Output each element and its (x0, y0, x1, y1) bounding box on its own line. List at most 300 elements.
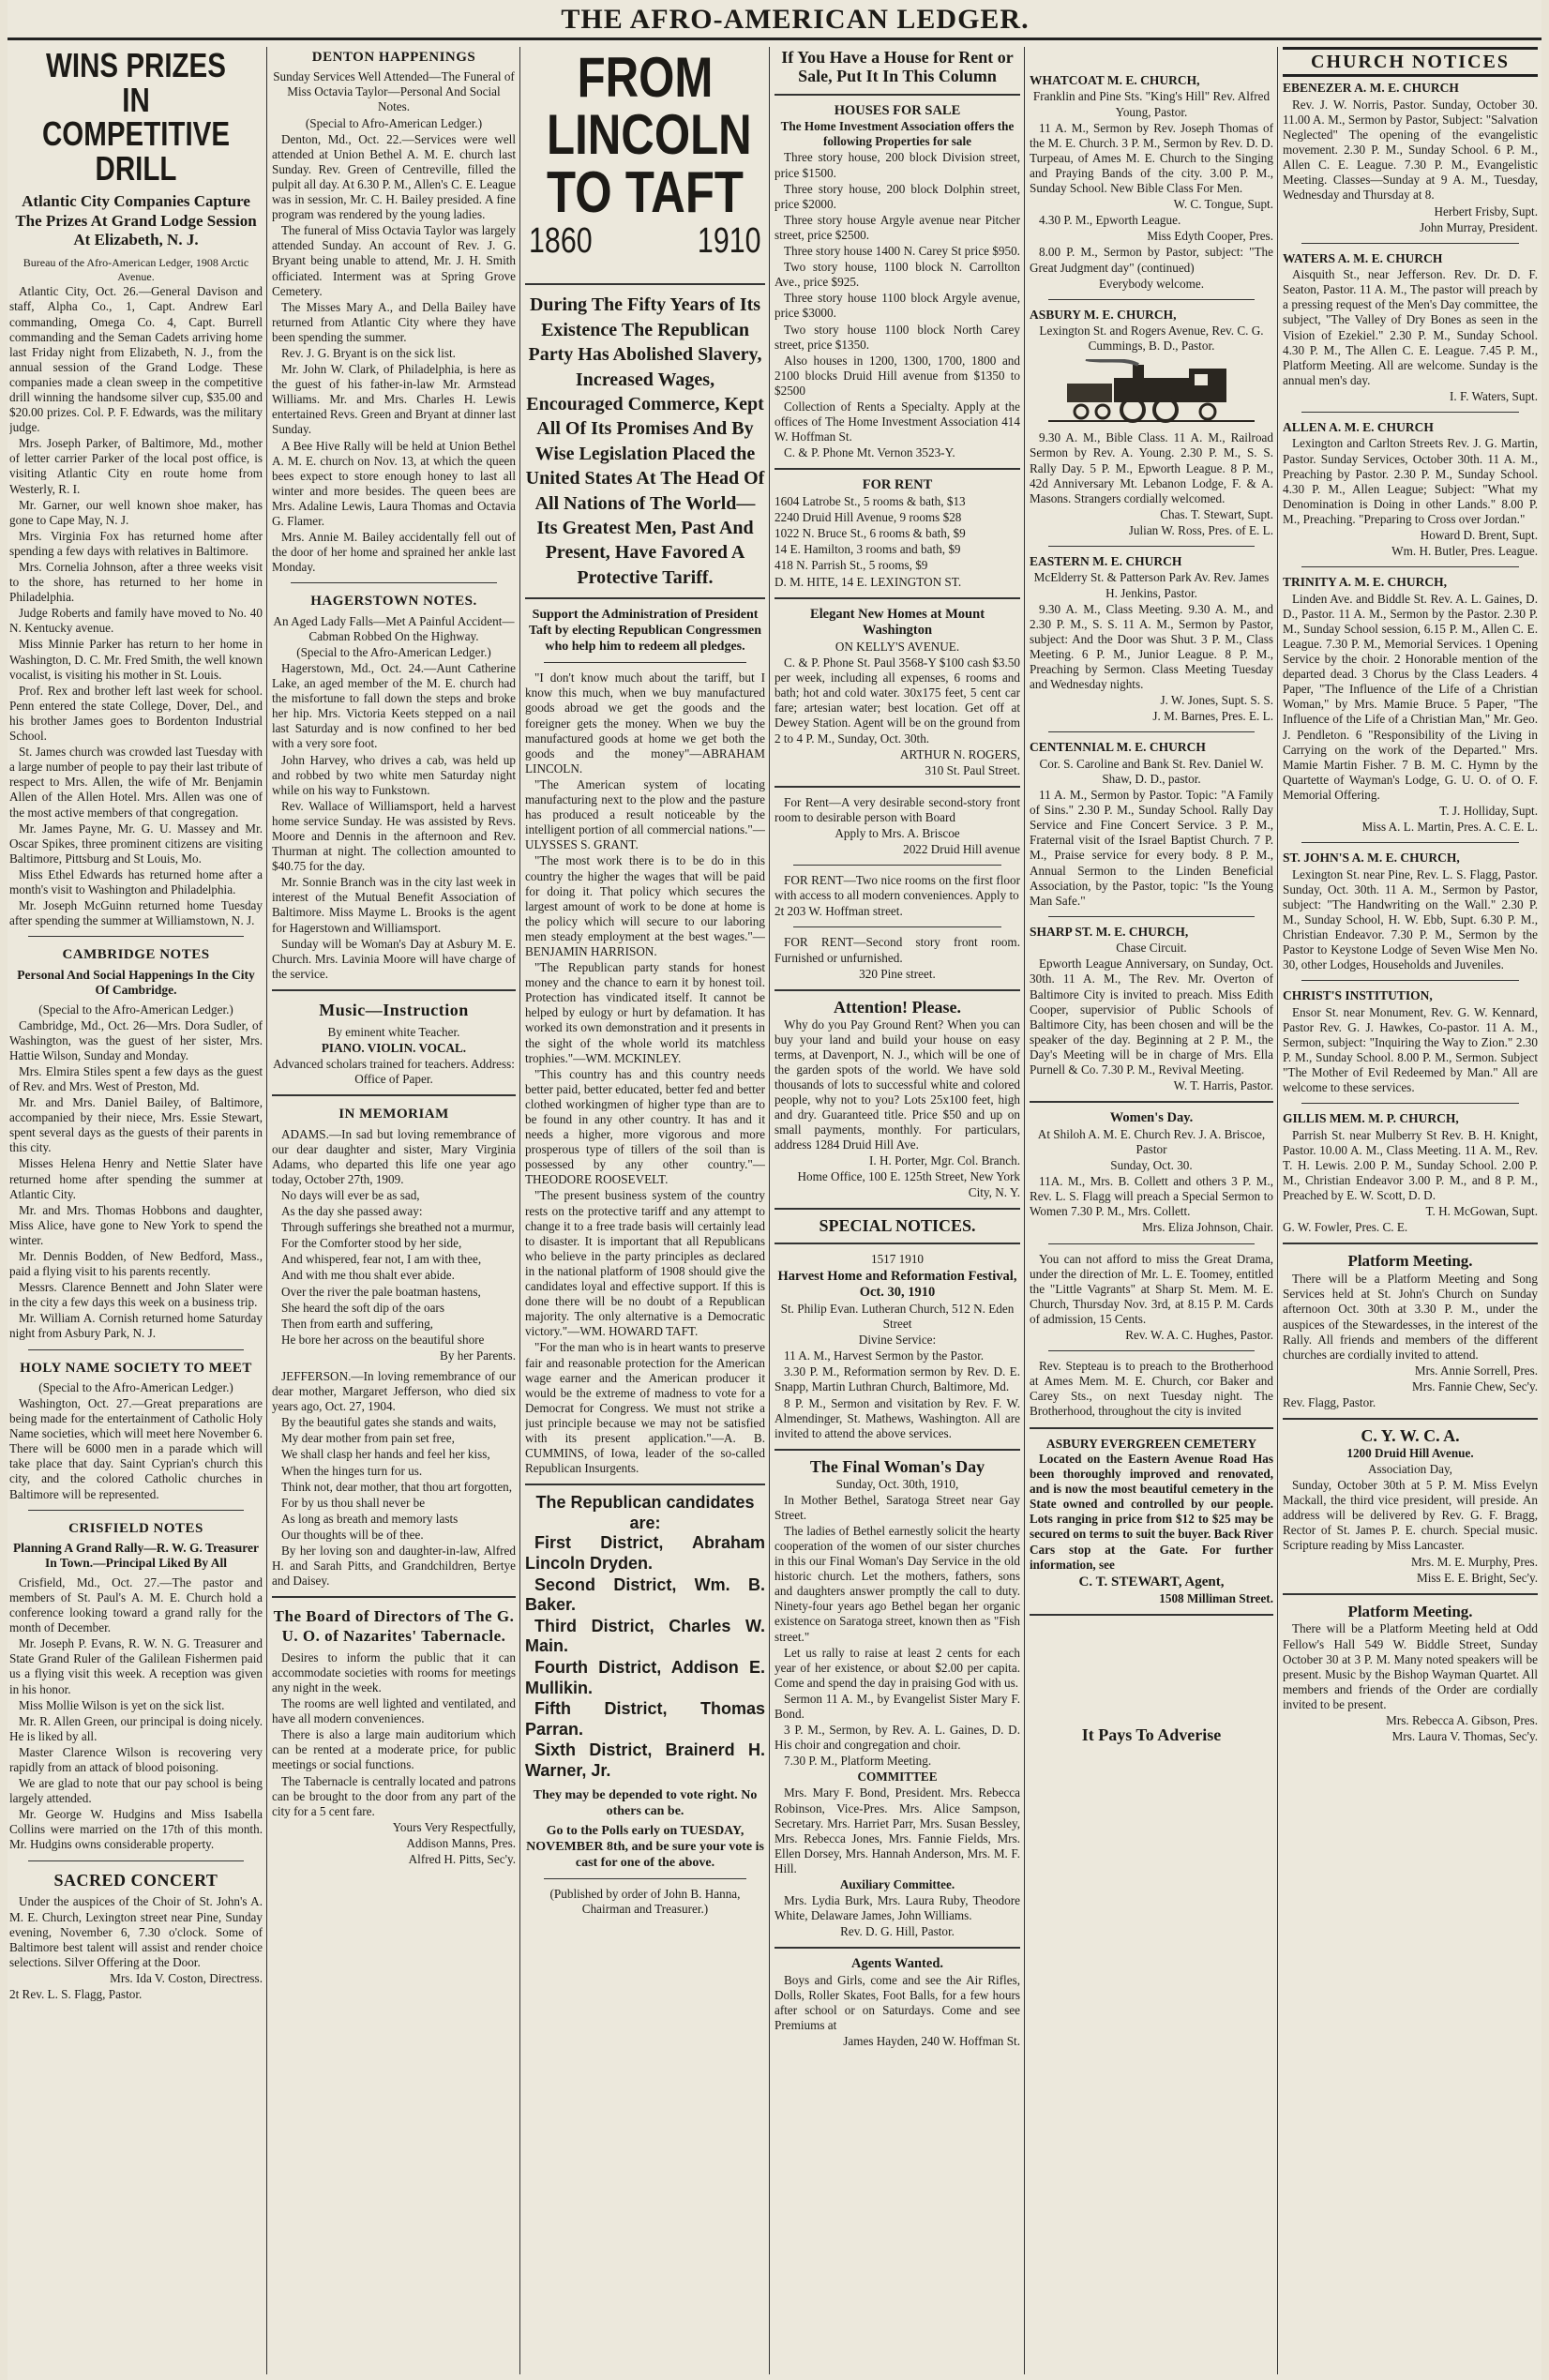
divider (1283, 1243, 1538, 1244)
memoriam-poem-line: And with me thou shalt ever abide. (281, 1268, 455, 1283)
church-notices-header: CHURCH NOTICES (1283, 47, 1538, 77)
divider (1301, 980, 1519, 981)
christs-body: Ensor St. near Monument, Rev. G. W. Kennard, Pastor Rev. G. J. Hawkes, Co-pastor. 11 A. M., Sermon, subject: "Inquiring the Way to Zion." 2.30 P. M., Sunday School. 8.00 P. M., Sermon. Subject "The Mother of Evil Redeemed by Man." All are welcome to these services. (1283, 1004, 1538, 1095)
attention-sign: Home Office, 100 E. 125th Street, New York City, N. Y. (797, 1169, 1020, 1199)
asbury-body: 9.30 A. M., Bible Class. 11 A. M., Railroad Sermon by Rev. A. Young. 2.30 P. M., S. S. Rally Day. 5 P. M., Epworth League. 8 P. M., 42d Anniversary Mt. Lebanon Lodge, F. & A. Masons. Strangers cordially welcomed. (1030, 430, 1273, 505)
divider (28, 936, 244, 937)
drill-body-line: Prof. Rex and brother left last week for school. Penn entered the state College, Dover, Del., and his brother James goes to Bordenton Industrial School. (9, 683, 263, 744)
sharp-name: SHARP ST. M. E. CHURCH, (1030, 924, 1189, 939)
sale-body-line: Two story house, 1100 block N. Carrollton Ave., price $925. (774, 260, 1020, 290)
memoriam-poem-line: No days will ever be as sad, (281, 1187, 420, 1202)
trinity-sign: T. J. Holliday, Supt. (1439, 804, 1538, 819)
jefferson-poem-line: When the hinges turn for us. (281, 1463, 423, 1478)
divider (1301, 243, 1519, 244)
divider (1048, 1350, 1255, 1351)
divider (774, 468, 1020, 470)
harvest-body-line: 11 A. M., Harvest Sermon by the Pastor. (784, 1348, 985, 1363)
memoriam-sign: By her Parents. (440, 1348, 516, 1363)
quotes-line: "I don't know much about the tariff, but I know this much, when we buy manufactured goods abroad we get the goods and the foreigner gets the money. When we buy the manufactured goods at home we get both the goods and the money"—ABRAHAM LINCOLN. (525, 670, 765, 776)
whatcoat-name: WHATCOAT M. E. CHURCH, (1030, 73, 1200, 87)
whatcoat-sign: W. C. Tongue, Supt. (1173, 197, 1273, 212)
memoriam-poem-line: Then from earth and suffering, (281, 1316, 433, 1331)
hagerstown-body-line: Mr. Sonnie Branch was in the city last week in interest of the Mutual Benefit Association of Baltimore. Miss Mayme L. Brooks is the agent for Hagerstown and Williamsport. (272, 875, 516, 935)
asbury-sign: Chas. T. Stewart, Supt. (1160, 506, 1273, 521)
holyname-body: Washington, Oct. 27.—Great preparations are being made for the entertainment of Catholic Holy Name societies, which will meet here November 6. There will be 6000 men in a parade which will take place that day. Saint Cyprian's church this city, and the colored Catholic churches in Baltimore will be represented. (9, 1395, 263, 1501)
divider (774, 786, 1020, 788)
allen-sign: Wm. H. Butler, Pres. League. (1391, 544, 1538, 559)
final-body-line: The ladies of Bethel earnestly solicit the hearty cooperation of the women of our sister churches in this our Final Woman's Day Service in the old historic church. Let the mothers, fathers, sons and daughters answer promptly the call to duty. Ninety-four years ago Bethel began her organic existence on Saratoga street, known then as "Fish street." (774, 1523, 1020, 1644)
divider (1048, 916, 1255, 917)
ebenezer-body: Rev. J. W. Norris, Pastor. Sunday, October 30. 11.00 A. M., Sermon by Pastor, Subject: "Salvation Neglected" The opening of the evangelistic movement. 2.30 P. M., Sunday School. 6 P. M., Allen C. E. League. 7.30 P. M., Evangelistic Meeting. Classes—Sunday at 9 A. M., Tuesday, Wednesday and Thursday at 8. (1283, 97, 1538, 203)
divider (525, 597, 765, 599)
rent-lines-line: 1022 N. Bruce St., 6 rooms & bath, $9 (774, 526, 966, 541)
ebenezer-sign: Herbert Frisby, Supt. (1434, 203, 1538, 218)
platform-sign: Rev. Flagg, Pastor. (1283, 1394, 1376, 1409)
divider (1283, 1593, 1538, 1595)
divider (774, 1449, 1020, 1451)
jefferson-poem-line: For by us thou shall never be (281, 1495, 426, 1510)
stjohns-body: Lexington St. near Pine, Rev. L. S. Flagg, Pastor. Sunday, Oct. 30th. 11 A. M., Sermon by Pastor, subject: "The Handwriting on the Wall." 2.30 P. M., Sunday School, H. W. Ebb, Supt. 6.30 P. M., Christian Endeavor. 7.30 P. M., Sermon by the Pastor to Keystone Lodge of Seven Wise Men No. 30, other Lodges, Households and Juveniles. (1283, 866, 1538, 972)
sale-body-line: Three story house Argyle avenue near Pitcher street, price $2500. (774, 212, 1020, 242)
divider (272, 1596, 516, 1598)
crisfield-body-line: Mr. Joseph P. Evans, R. W. N. G. Treasurer and State Grand Ruler of the Galilean Fishermen paid us a flying visit this week. A reception was given in his honor. (9, 1636, 263, 1696)
jefferson-poem (272, 1415, 516, 1543)
sale-body-line: Three story house 1100 block Argyle avenue, price $3000. (774, 291, 1020, 321)
drill-body-line: Miss Minnie Parker has return to her home in Washington, D. C. Mr. Fred Smith, the well known vocalist, is visiting his mother in St. Louis. (9, 637, 263, 682)
divider (1030, 1427, 1273, 1429)
hagerstown-title: HAGERSTOWN NOTES. (310, 594, 477, 610)
trinity-sign: Miss A. L. Martin, Pres. A. C. E. L. (1361, 820, 1538, 835)
denton-body-line: Denton, Md., Oct. 22.—Services were well attended at Union Bethel A. M. E. church last Sunday. Rev. Green of Centreville, filled the pulpit all day. At 6.30 P. M., Allen's C. E. League was in session, Mr. C. H. Bailey presided. A fine program was rendered by the young ladies. (272, 131, 516, 222)
cambridge-subhead: Personal And Social Happenings In the City Of Cambridge. (17, 967, 255, 998)
rent-lines-line: 14 E. Hamilton, 3 rooms and bath, $9 (774, 542, 961, 557)
whatcoat-eve: 8.00 P. M., Sermon by Pastor, subject: "The Great Judgment day" (continued) (1030, 245, 1273, 275)
elegant-sign: ARTHUR N. ROGERS, (899, 746, 1020, 761)
eastern-addr: McElderry St. & Patterson Park Av. Rev. James H. Jenkins, Pastor. (1033, 570, 1270, 600)
cambridge-body-line: Mr. Dennis Bodden, of New Bedford, Mass., paid a flying visit to his parents recently. (9, 1249, 263, 1279)
cambridge-body-line: Mr. William A. Cornish returned home Saturday night from Asbury Park, N. J. (9, 1311, 263, 1341)
ebenezer-sign: John Murray, President. (1420, 219, 1538, 234)
jefferson-poem-line: My dear mother from pain set free, (281, 1431, 455, 1446)
train-icon (1048, 359, 1255, 425)
concert-sign: 2t Rev. L. S. Flagg, Pastor. (9, 1987, 143, 2002)
denton-body-line: Rev. J. G. Bryant is on the sick list. (281, 345, 456, 360)
divider (525, 283, 765, 285)
platform2-body: There will be a Platform Meeting held at Odd Fellow's Hall 549 W. Biddle Street, Sunday October 30 at 3 P. M. Many noted speakers will be present. Music by the Bishop Wayman Quartet. All members and friends of the Order are cordially invited to be present. (1283, 1621, 1538, 1711)
hagerstown-body (272, 661, 516, 982)
final-body-line: Sermon 11 A. M., by Evangelist Sister Mary F. Bond. (774, 1691, 1020, 1721)
divider (774, 1208, 1020, 1210)
divider (28, 1510, 244, 1511)
memoriam-poem (272, 1188, 516, 1348)
platform-sign: Mrs. Fannie Chew, Sec'y. (1412, 1378, 1538, 1393)
drill-body-line: St. James church was crowded last Tuesday with a large number of people to pay their last tribute of respect to Mrs. Allen, the wife of Mr. Benjamin Allen of the Allen Hotel. Mrs. Allen was one of the most active members of that congregation. (9, 745, 263, 820)
memoriam-poem-line: As the day she passed away: (281, 1204, 423, 1219)
rent2-apply: Apply to Mrs. A. Briscoe (835, 826, 960, 840)
rent-title: FOR RENT (862, 477, 933, 493)
denton-body-line: Mrs. Annie M. Bailey accidentally fell out of the door of her home and sprained her ankle last Monday. (272, 530, 516, 575)
divider (28, 1860, 244, 1861)
cambridge-title: CAMBRIDGE NOTES (62, 947, 210, 963)
divider (774, 1243, 1020, 1244)
sale-body-line: Three story house 1400 N. Carey St price $950. (784, 244, 1020, 259)
candidates-list-line: Sixth District, Brainerd H. Warner, Jr. (525, 1740, 765, 1780)
committee-title: COMMITTEE (857, 1770, 938, 1785)
quotes-line: "For the man who is in heart wants to preserve fair and reasonable protection for the American wage earner and the American producer it would be the extreme of madness to vote for a Democrat for Congress. We must not strike a just principle because we may not be satisfied with its present application."—A. B. CUMMINS, of Iowa, leader of the so-called Republican Insurgents. (525, 1340, 765, 1476)
asbury-name: ASBURY M. E. CHURCH, (1030, 307, 1177, 322)
drill-body-line: Miss Ethel Edwards has returned home after a month's visit to Washington and Philadelphia. (9, 866, 263, 896)
attention-title: Attention! Please. (834, 997, 961, 1017)
hagerstown-subhead: An Aged Lady Falls—Met A Painful Accident—Cabman Robbed On the Highway. (273, 613, 515, 643)
womens-where: At Shiloh A. M. E. Church Rev. J. A. Briscoe, Pastor (1037, 1126, 1266, 1156)
jefferson-sign: By her loving son and daughter-in-law, Alfred H. and Sarah Pitts, and Grandchildren, Bertye and Daisey. (272, 1544, 516, 1589)
divider (774, 1947, 1020, 1949)
drill-body-line: Mr. James Payne, Mr. G. U. Massey and Mr. Oscar Spikes, three prominent citizens are visiting Baltimore, Pittsburg and St Louis, Mo. (9, 821, 263, 866)
divider (1048, 299, 1255, 300)
waters-sign: I. F. Waters, Supt. (1450, 388, 1538, 403)
column-rule (769, 47, 770, 2374)
ywca-sign: Miss E. E. Bright, Sec'y. (1417, 1570, 1538, 1585)
drill-body-line: Judge Roberts and family have moved to No. 40 N. Kentucky avenue. (9, 606, 263, 636)
special-notices-title: SPECIAL NOTICES. (819, 1215, 976, 1235)
hagerstown-body-line: Sunday will be Woman's Day at Asbury M. E. Church. Mrs. Lavinia Moore will have charge of the service. (272, 936, 516, 981)
cambridge-body-line: Cambridge, Md., Oct. 26—Mrs. Dora Sudler, of Washington, was the guest of her sister, Mrs. Hattie Wilson, Sunday and Monday. (9, 1017, 263, 1062)
sale-body-line: C. & P. Phone Mt. Vernon 3523-Y. (784, 445, 955, 460)
rent3-body: FOR RENT—Two nice rooms on the first floor with access to all modern conveniences. Apply to (774, 873, 1020, 903)
divider (1030, 1614, 1273, 1616)
year-right: 1910 (698, 221, 761, 262)
denton-body-line: Mr. John W. Clark, of Philadelphia, is here as the guest of his father-in-law Mr. Armstead Williams. Mr. and Mrs. Charles H. Lewis entertained Revs. Green and Bryant at dinner last Sunday. (272, 362, 516, 437)
sharp-sign: W. T. Harris, Pastor. (1173, 1078, 1273, 1093)
allen-body: Lexington and Carlton Streets Rev. J. G. Martin, Pastor. Sunday Services, October 30th. 11 A. M., Preaching by Pastor. 2.30 P. M., Sunday School. 4.30 P. M., Allen League; Subject: "What my Denomination is Doing in other Lands." 8.00 P. M., Preaching. "Preparing to Cross over Jordan." (1283, 436, 1538, 526)
rent3-addr: 2t 203 W. Hoffman street. (774, 904, 903, 919)
quotes-line: "The most work there is to be do in this country the higher the wages that will be paid for doing it. That policy which secures the largest amount of work to be done at home is the policy which will secure to our laboring men steady employment at the best wages."—BENJAMIN HARRISON. (525, 853, 765, 958)
sale-body-line: Two story house 1100 block North Carey street, price $1350. (774, 322, 1020, 352)
music-body: Advanced scholars trained for teachers. Address: Office of Paper. (273, 1057, 515, 1087)
womens-title: Women's Day. (1109, 1110, 1194, 1126)
final-body-line: Let us rally to raise at least 2 cents for each year of her existence, or about $2.00 per capita. Come and spend the day in praising God with us. (774, 1645, 1020, 1690)
polls-note: Go to the Polls early on TUESDAY, NOVEMBER 8th, and be sure your vote is cast for one of the above. (526, 1823, 764, 1870)
whatcoat-epworth: 4.30 P. M., Epworth League. (1039, 213, 1181, 228)
denton-title: DENTON HAPPENINGS (311, 50, 476, 65)
ywca-addr: 1200 Druid Hill Avenue. (1346, 1445, 1474, 1460)
harvest-body (774, 1348, 1020, 1441)
hagerstown-special: (Special to the Afro-American Ledger.) (296, 644, 491, 659)
cambridge-body-line: Messrs. Clarence Bennett and John Slater were in the city a few days this week on a business trip. (9, 1280, 263, 1310)
eastern-body: 9.30 A. M., Class Meeting. 9.30 A. M., and 2.30 P. M., S. S. 11 A. M., Sermon by Pastor, subject: And the Door was Shut. 3 P. M., Class Meeting. 6 P. M., Junior League. 8 P. M., Preaching by Sermon. Class Meeting Tuesday and Wednesday nights. (1030, 601, 1273, 692)
rent-lines-line: 2240 Druid Hill Avenue, 9 rooms $28 (774, 510, 962, 525)
ywca-title: C. Y. W. C. A. (1361, 1426, 1460, 1446)
divider (774, 989, 1020, 991)
gillis-body: Parrish St. near Mulberry St Rev. B. H. Knight, Pastor. 10.00 A. M., Class Meeting. 11 A. M., Rev. T. H. Lewis. 2.00 P. M., Sunday School. 2.00 P. M., Christian Endeavor 3.00 P. M., and 8 P. M., Preached by E. W. Scott, D. D. (1283, 1127, 1538, 1203)
sale-body-line: Also houses in 1200, 1300, 1700, 1800 and 2100 blocks Druid Hill avenue from $1350 to $2500 (774, 353, 1020, 398)
rent4-addr: 320 Pine street. (859, 966, 936, 981)
divider (1301, 566, 1519, 567)
gillis-sign: G. W. Fowler, Pres. C. E. (1283, 1220, 1408, 1235)
board-body (272, 1650, 516, 1819)
lincoln-headline: FROM LINCOLN (547, 47, 752, 167)
gillis-name: GILLIS MEM. M. P. CHURCH, (1283, 1111, 1459, 1126)
divider (1030, 1101, 1273, 1103)
platform-sign: Mrs. Annie Sorrell, Pres. (1414, 1363, 1538, 1378)
womens-sign: Mrs. Eliza Johnson, Chair. (1142, 1220, 1273, 1235)
sharp-body: Epworth League Anniversary, on Sunday, Oct. 30th. 11 A. M., The Rev. Mr. Overton of Baltimore City is invited to preach. Miss Edith Cooper, supervisior of Public Schools of Baltimore City, has been chosen and will be the speaker of the day. Beginning at 2 P. M., the Day's Meeting will be in charge of Mrs. Ella Purnell & Co. 7.30 P. M., Revival Meeting. (1030, 957, 1273, 1077)
cemetery-sign: C. T. STEWART, Agent, (1078, 1574, 1225, 1589)
elegant-title: Elegant New Homes at Mount Washington (809, 606, 985, 639)
crisfield-body-line: Crisfield, Md., Oct. 27.—The pastor and members of St. Paul's A. M. E. Church hold a conference looking toward a grand rally for the month of December. (9, 1574, 263, 1635)
centennial-name: CENTENNIAL M. E. CHURCH (1030, 740, 1206, 755)
year-left: 1860 (529, 221, 593, 262)
rent2-addr: 2022 Druid Hill avenue (903, 842, 1020, 857)
harvest-church: St. Philip Evan. Lutheran Church, 512 N. Eden Street (780, 1301, 1015, 1332)
auxiliary-sign: Rev. D. G. Hill, Pastor. (840, 1924, 955, 1939)
column-6 (1283, 47, 1538, 2372)
jefferson-poem-line: Our thoughts will be of thee. (281, 1527, 424, 1542)
jefferson-poem-line: As long as breath and memory lasts (281, 1511, 459, 1526)
column-5 (1030, 47, 1273, 2372)
masthead-rule (8, 38, 1541, 40)
cemetery-body: Located on the Eastern Avenue Road Has been thoroughly improved and renovated, and is now the most beautiful cemetery in the State owned and controlled by our people. Lots ranging in price from $12 to $25 may be secured on terms to suit the buyer. Back River Cars stop at the Gate. For further information, see (1030, 1451, 1273, 1572)
jefferson-poem-line: We shall clasp her hands and feel her kiss, (281, 1447, 490, 1462)
quotes-line: "This country has and this country needs better paid, better educated, better fed and better clothed workingmen of higher type than are to be found in any other country. It has and it needs a higher, more vigorous and more prosperous type of tillers of the soil than is possessed by any other country."—THEODORE ROOSEVELT. (525, 1066, 765, 1187)
platform2-sign: Mrs. Rebecca A. Gibson, Pres. (1386, 1713, 1538, 1727)
board-body-line: The rooms are well lighted and ventilated, and have all modern conveniences. (272, 1696, 516, 1726)
attention-body: Why do you Pay Ground Rent? When you can buy your land and build your house on easy terms, at Davenport, N. J., which will be one of the garden spots of the world. We have sold thousands of lots to successful white and colored people, why not to you? Lots 25x100 feet, high and dry. Guaranteed title. Price $50 and up on small payments, monthly. For particulars, address 1284 Druid Hill Ave. (774, 1017, 1020, 1152)
auxiliary-title: Auxiliary Committee. (839, 1877, 955, 1892)
holyname-special: (Special to the Afro-American Ledger.) (38, 1379, 233, 1394)
ywca-sign: Mrs. M. E. Murphy, Pres. (1410, 1554, 1538, 1569)
harvest-divine: Divine Service: (858, 1333, 937, 1348)
sale-body-line: Three story house, 200 block Division street, price $1500. (774, 150, 1020, 180)
sharp-addr: Chase Circuit. (1116, 941, 1187, 956)
elegant-body: C. & P. Phone St. Paul 3568-Y $100 cash $3.50 per week, including all expenses, 6 rooms and bath; hot and cold water. 30x175 feet, 5 cent car fare; artesian water; best location. Get off at Dewey Station. Agent will be on the ground from 2 to 4 P. M., Sunday, Oct. 30th. (774, 655, 1020, 746)
cambridge-body-line: Mr. and Mrs. Daniel Bailey, of Baltimore, accompanied by their niece, Mrs. Essie Stewart, spent several days as the guests of their parents in this city. (9, 1095, 263, 1155)
denton-body-line: The Misses Mary A., and Della Bailey have returned from Atlantic City where they have been spending the summer. (272, 299, 516, 344)
divider (544, 1878, 746, 1879)
whatcoat-epworth-pres: Miss Edyth Cooper, Pres. (1147, 229, 1273, 244)
womens-body: 11A. M., Mrs. B. Collett and others 3 P. M., Rev. L. S. Flagg will preach a Special Sermon to Women 7.30 P. M., Mrs. Collett. (1030, 1174, 1273, 1219)
auxiliary-body: Mrs. Lydia Burk, Mrs. Laura Ruby, Theodore White, Delaware James, John Williams. (774, 1893, 1020, 1923)
board-sign: Alfred H. Pitts, Sec'y. (408, 1851, 516, 1866)
support-note: Support the Administration of President Taft by electing Republican Congressmen who help him to redeem all pledges. (528, 608, 762, 655)
waters-body: Aisquith St., near Jefferson. Rev. Dr. D. F. Seaton, Pastor. 11 A. M., The pastor will preach by a pressing request of the Men's Day committee, the subject, "The Valley of Dry Bones as seen in the Vision of Ezekiel." 2.30 P. M., Sunday School. 4.30 P. M., The Allen C. E. League. 7.45 P. M., Platform Meeting. All are welcome. Sunday is the annual men's day. (1283, 267, 1538, 387)
church-head-spacer (1030, 47, 1273, 69)
hagerstown-body-line: Rev. Wallace of Williamsport, held a harvest home service Sunday. He was assisted by Revs. Moore and Dennis in the afternoon and Rev. Thurman at night. The collection amounted to $40.75 for the day. (272, 798, 516, 874)
concert-sign: Mrs. Ida V. Coston, Directress. (110, 1970, 263, 1985)
candidates-list-line: Fourth District, Addison E. Mullikin. (525, 1658, 765, 1697)
crisfield-body-line: Miss Mollie Wilson is yet on the sick list. (19, 1697, 225, 1712)
crisfield-subhead: Planning A Grand Rally—R. W. G. Treasurer In Town.—Principal Liked By All (13, 1540, 259, 1571)
divider (1283, 1418, 1538, 1420)
column-rule (1277, 47, 1278, 2374)
platform-body: There will be a Platform Meeting and Song Services held at St. John's Church on Sunday afternoon Oct. 30th at 3.30 P. M., under the auspices of the Stewardesses, in the interest of the Rally. All friends and members of the different churches are cordially invited to attend. (1283, 1272, 1538, 1362)
final-where: In Mother Bethel, Saratoga Street near Gay Street. (774, 1492, 1020, 1522)
board-close: Yours Very Respectfully, (392, 1819, 516, 1834)
candidates-list-line: Second District, Wm. B. Baker. (525, 1574, 765, 1615)
whatcoat-addr: Franklin and Pine Sts. "King's Hill" Rev. Alfred Young, Pastor. (1032, 89, 1271, 119)
drill-body-line: Mr. Joseph McGuinn returned home Tuesday after spending the summer at Williamstown, N. J. (9, 898, 263, 928)
allen-name: ALLEN A. M. E. CHURCH (1283, 420, 1434, 435)
column-3 (525, 47, 765, 2372)
stepteau-note: Rev. Stepteau is to preach to the Brotherhood at Ames Mem. M. E. Church, cor Baker and Carey Sts., on next Tuesday night. The Brotherhood, throughout the city is invited (1030, 1359, 1273, 1419)
drill-body-line: Mrs. Joseph Parker, of Baltimore, Md., mother of letter carrier Parker of the local post office, is visiting Atlantic City en route home from Westerly, R. I. (9, 436, 263, 496)
divider (1048, 1243, 1255, 1244)
board-body-line: The Tabernacle is centrally located and patrons can be brought to the door from any part of the city for a 5 cent fare. (272, 1773, 516, 1818)
hagerstown-body-line: Hagerstown, Md., Oct. 24.—Aunt Catherine Lake, an aged member of the M. E. church had the misfortune to fall down the steps and broke her hip. Mrs. Victoria Keets stepped on a nail last Saturday and is now confined to her bed with a very sore foot. (272, 660, 516, 751)
denton-body (272, 132, 516, 576)
divider (291, 582, 497, 583)
drill-body-line: Mrs. Virginia Fox has returned home after spending a few days with relatives in Baltimore. (9, 528, 263, 558)
denton-subhead: Sunday Services Well Attended—The Funeral of Miss Octavia Taylor—Personal And Social Notes. (273, 69, 515, 114)
stjohns-name: ST. JOHN'S A. M. E. CHURCH, (1283, 851, 1460, 866)
sale-body (774, 150, 1020, 460)
platform-title: Platform Meeting. (1347, 1252, 1473, 1271)
cemetery-title: ASBURY EVERGREEN CEMETERY (1045, 1436, 1257, 1451)
ebenezer-name: EBENEZER A. M. E. CHURCH (1283, 81, 1459, 96)
headline-block (525, 160, 765, 276)
published-by: (Published by order of John B. Hanna, Chairman and Treasurer.) (549, 1886, 741, 1917)
column-1 (9, 47, 263, 2372)
advertise-note: It Pays To Adverise (1081, 1725, 1222, 1745)
memoriam-poem-line: Through sufferings she breathed not a murmur, (281, 1220, 515, 1235)
quotes-line: "The Republican party stands for honest money and the chance to earn it by honest toil. Protection has vindicated itself. It cannot be helped by eulogy or hurt by defamation. It has worked its own demonstration and it presents in the sight of the whole world its matchless trophies."—WM. MCKINLEY. (525, 960, 765, 1065)
sale-body-line: Collection of Rents a Specialty. Apply at the offices of The Home Investment Association 414 W. Hoffman St. (774, 399, 1020, 444)
ywca-body: Sunday, October 30th at 5 P. M. Miss Evelyn Mackall, the third vice president, will preside. An address will be delivered by Rev. G. F. Bragg, Rector of St. James P. E. church. Special music. Scripture reading by Miss Lancaster. (1283, 1478, 1538, 1553)
memoriam-intro: ADAMS.—In sad but loving remembrance of our dear daughter and sister, Mary Virginia Adams, who departed this life one year ago today, October 27th, 1909. (272, 1126, 516, 1186)
womens-date: Sunday, Oct. 30. (1110, 1158, 1193, 1173)
jefferson-poem-line: By the beautiful gates she stands and waits, (281, 1415, 497, 1430)
eastern-name: EASTERN M. E. CHURCH (1030, 554, 1182, 568)
divider (28, 1349, 244, 1350)
column-4 (774, 47, 1020, 2372)
divider (774, 597, 1020, 599)
divider (793, 865, 1001, 866)
board-body-line: Desires to inform the public that it can accommodate societies with rooms for meetings any night in the week. (272, 1649, 516, 1695)
asbury-sign: Julian W. Ross, Pres. of E. L. (1128, 522, 1273, 537)
crisfield-body-line: We are glad to note that our pay school is being largely attended. (9, 1776, 263, 1806)
committee-body: Mrs. Mary F. Bond, President. Mrs. Rebecca Robinson, Vice-Pres. Mrs. Alice Sampson, Secretary. Mrs. Harriet Parr, Mrs. Susan Bessley, Mrs. Rebecca Jones, Mrs. Fannie Fields, Mrs. Ellen Dorsey, Mrs. Hannah Anderson, Mrs. M. F. Hill. (774, 1785, 1020, 1875)
quotes-line: "The American system of locating manufacturing next to the plow and the pasture has produced a result noticeable by the intelligent portion of all commercial nations."—ULYSSES S. GRANT. (525, 776, 765, 852)
platform2-title: Platform Meeting. (1347, 1602, 1473, 1620)
memoriam-title: IN MEMORIAM (338, 1107, 449, 1122)
trinity-body: Linden Ave. and Biddle St. Rev. A. L. Gaines, D. D., Pastor. 11 A. M., Sermon by the Pastor. 2.30 P. M., Sunday School session, 6.15 P. M., Allen C. E. League. 7.30 P. M., Memorial Services. 1 Opening Service by the choir. 2 Honorable mention of the departed dead. 3 Chorus by the Class Leaders. 4 Paper, "The Influence of the Life of a Christian Woman," by Mrs. Mamie Bruce. 5 Paper, "The Influence of the Life of a Christian Man," Mr. Geo. J. Pendleton. 6 "Responsibility of the Living in Carrying on the work of the Departed." Mrs. Mamie Martin Fisher. 7 B. M. C. Hymn by the Quartette of Wayman's Lodge, G. U. O. of O. F. Memorial Offering. (1283, 591, 1538, 802)
cambridge-body (9, 1018, 263, 1342)
whatcoat-welcome: Everybody welcome. (1098, 276, 1205, 291)
candidates-list (525, 1533, 765, 1781)
candidates-list-line: First District, Abraham Lincoln Dryden. (525, 1533, 765, 1574)
cambridge-body-line: Mr. and Mrs. Thomas Hobbons and daughter, Miss Alice, have gone to New York to spend the winter. (9, 1202, 263, 1247)
crisfield-body-line: Master Clarence Wilson is recovering very rapidly from an attack of blood poisoning. (9, 1744, 263, 1774)
crisfield-title: CRISFIELD NOTES (68, 1520, 203, 1536)
memoriam-poem-line: And whispered, fear not, I am with thee, (281, 1252, 482, 1267)
asbury-addr: Lexington St. and Rogers Avenue, Rev. C. G. Cummings, B. D., Pastor. (1039, 324, 1264, 354)
harvest-title: Harvest Home and Reformation Festival, Oct. 30, 1910 (777, 1268, 1017, 1301)
house-ad-title: If You Have a House for Rent or Sale, Put It In This Column (781, 48, 1014, 85)
platform2-sign: Mrs. Laura V. Thomas, Sec'y. (1391, 1729, 1538, 1744)
drama-sign: Rev. W. A. C. Hughes, Pastor. (1125, 1328, 1273, 1343)
divider (1048, 731, 1255, 732)
sale-title: HOUSES FOR SALE (834, 102, 961, 118)
music-by: By eminent white Teacher. (327, 1024, 460, 1039)
ywca-day: Association Day, (1368, 1461, 1452, 1476)
quotes-line: "The present business system of the country rests on the protective tariff and any attempt to change it to a free trade basis will certainly lead to disaster. It is important that all Republicans who believe in the party principles as declared in the national platform of 1908 should give the candidates loyal and effective support. If this is done there will be no doubt of a Republican majority. The only alternative is a Democratic victory."—WM. HOWARD TAFT. (525, 1188, 765, 1339)
elegant-sub: ON KELLY'S AVENUE. (835, 639, 960, 654)
final-body (774, 1524, 1020, 1770)
christs-name: CHRIST'S INSTITUTION, (1283, 988, 1433, 1003)
drill-dateline: Bureau of the Afro-American Ledger, 1908 Arctic Avenue. (23, 256, 249, 283)
agents-title: Agents Wanted. (850, 1956, 944, 1972)
rent2-body: For Rent—A very desirable second-story front room to desirable person with Board (774, 794, 1020, 824)
divider (1048, 546, 1255, 547)
crisfield-body (9, 1575, 263, 1853)
divider (774, 94, 1020, 96)
board-body-line: There is also a large main auditorium which can be rented at a moderate price, for public meetings or social functions. (272, 1727, 516, 1772)
denton-body-line: A Bee Hive Rally will be held at Union Bethel A. M. E. church on Nov. 13, at which the queen bees expect to store enough honey to last all winter and more besides. The queen bees are Mrs. Adaline Lewis, Laura Thomas and Octavia G. Flamer. (272, 438, 516, 529)
masthead: THE AFRO-AMERICAN LEDGER. (561, 4, 1030, 35)
cambridge-body-line: Misses Helena Henry and Nettie Slater have returned home after spending the summer at Atlantic City. (9, 1156, 263, 1201)
final-title: The Final Woman's Day (809, 1456, 985, 1476)
divider (525, 1484, 765, 1485)
concert-title: SACRED CONCERT (53, 1870, 218, 1890)
candidates-list-line: Third District, Charles W. Main. (525, 1616, 765, 1656)
drill-body-line: Atlantic City, Oct. 26.—General Davison and staff, Alpha Co., 1, Capt. Andrew Earl commanding, Omega Co. 4, Capt. Burrell commanding and the Seman Cadets arriving home last Friday night from Elizabeth, N. J., from the annual session of the Grand Lodge. These companies made a clean sweep in the competitive drill winning the handsome silver cup, $35.00 and $20.00 prizes. Col. P. F. Edwards, was the military judge. (9, 284, 263, 435)
drill-subhead: Atlantic City Companies Capture The Prizes At Grand Lodge Session At Elizabeth, N. J. (15, 191, 257, 249)
candidates-head: The Republican candidates are: (535, 1493, 755, 1532)
divider (544, 662, 746, 663)
centennial-body: 11 A. M., Sermon by Pastor. Topic: "A Family of Sins." 2.30 P. M., Sunday School. Rally Day Service and Fine Concert Service. 3 P. M., Fraternal visit of the Israel Baptist Church. 7 P. M., Praise service for every body. 8 P. M., Annual Sermon to the Linden Beneficial Association, by the Pastor, topic: "Is the Young Man Safe." (1030, 788, 1273, 908)
hagerstown-body-line: John Harvey, who drives a cab, was held up and robbed by two white men Saturday night while on his way to Funkstown. (272, 752, 516, 797)
candidates-note: They may be depended to vote right. No others can be. (533, 1787, 758, 1818)
music-title: Music—Instruction (319, 1000, 469, 1019)
rent-lines-line: 418 N. Parrish St., 5 rooms, $9 (774, 558, 928, 573)
divider (793, 926, 1001, 927)
divider (1301, 842, 1519, 843)
rent-lines-line: 1604 Latrobe St., 5 rooms & bath, $13 (774, 494, 966, 509)
rent-lines (774, 494, 1020, 590)
denton-special: (Special to Afro-American Ledger.) (305, 115, 483, 130)
holyname-title: HOLY NAME SOCIETY TO MEET (20, 1360, 252, 1376)
cambridge-body-line: Mrs. Elmira Stiles spent a few days as the guest of Rev. and Mrs. West of Preston, Md. (9, 1063, 263, 1093)
memoriam-poem-line: He bore her across on the beautiful shore (281, 1332, 485, 1347)
column-rule (266, 47, 267, 2374)
music-instruments: PIANO. VIOLIN. VOCAL. (321, 1040, 467, 1055)
whatcoat-body: 11 A. M., Sermon by Rev. Joseph Thomas of the M. E. Church. 3 P. M., Sermon by Rev. D. D. Turpeau, of Ames M. E. Church to the Singing and Praying Bands of the city. 3.00 P. M., Sunday School. New Bible Class For Men. (1030, 120, 1273, 196)
board-title: The Board of Directors of The G. U. O. of Nazarites' Tabernacle. (273, 1607, 515, 1646)
memoriam-poem-line: Over the river the pale boatman hastens, (281, 1284, 481, 1299)
memoriam-poem-line: She heard the soft dip of the oars (281, 1300, 444, 1315)
attention-sign: I. H. Porter, Mgr. Col. Branch. (869, 1153, 1020, 1168)
agents-addr: James Hayden, 240 W. Hoffman St. (843, 2034, 1020, 2049)
eastern-sign: J. M. Barnes, Pres. E. L. (1152, 709, 1273, 724)
candidates-list-line: Fifth District, Thomas Parran. (525, 1699, 765, 1739)
drama-body: You can not afford to miss the Great Drama, under the direction of Mr. L. E. Toomey, entitled the "Little Vagrants" at Sharp St. Mem. M. E. Church, Thursday Nov. 3rd, at 8.15 P. M. Cards of admission, 15 Cents. (1030, 1251, 1273, 1326)
agents-body: Boys and Girls, come and see the Air Rifles, Dolls, Roller Skates, Foot Balls, for a few hours after school or on Saturdays. Come and see Premiums at (774, 1973, 1020, 2033)
quotes (525, 670, 765, 1476)
drill-body (9, 284, 263, 928)
final-body-line: 7.30 P. M., Platform Meeting. (784, 1754, 932, 1769)
drill-headline: WINS PRIZES IN COMPETITIVE DRILL (41, 47, 231, 188)
allen-sign: Howard D. Brent, Supt. (1420, 528, 1538, 543)
eastern-sign: J. W. Jones, Supt. S. S. (1160, 693, 1273, 708)
concert-body: Under the auspices of the Choir of St. John's A. M. E. Church, Lexington street near Pine, Sunday evening, November 6, 7.30 o'clock. Some of Baltimore best talent will assist and render choice selections. Silver Offering at the Door. (9, 1894, 263, 1969)
rent4-body: FOR RENT—Second story front room. Furnished or unfurnished. (774, 935, 1020, 965)
drill-body-line: Mr. Garner, our well known shoe maker, has gone to Cape May, N. J. (9, 497, 263, 527)
jefferson-poem-line: Think not, dear mother, that thou art forgotten, (281, 1479, 513, 1494)
divider (1301, 1103, 1519, 1104)
harvest-body-line: 8 P. M., Sermon and visitation by Rev. F. W. Almendinger, St. Mathews, Washington. All are invited to attend the above services. (774, 1395, 1020, 1440)
final-date: Sunday, Oct. 30th, 1910, (835, 1476, 959, 1491)
elegant-sign: 310 St. Paul Street. (925, 762, 1020, 777)
